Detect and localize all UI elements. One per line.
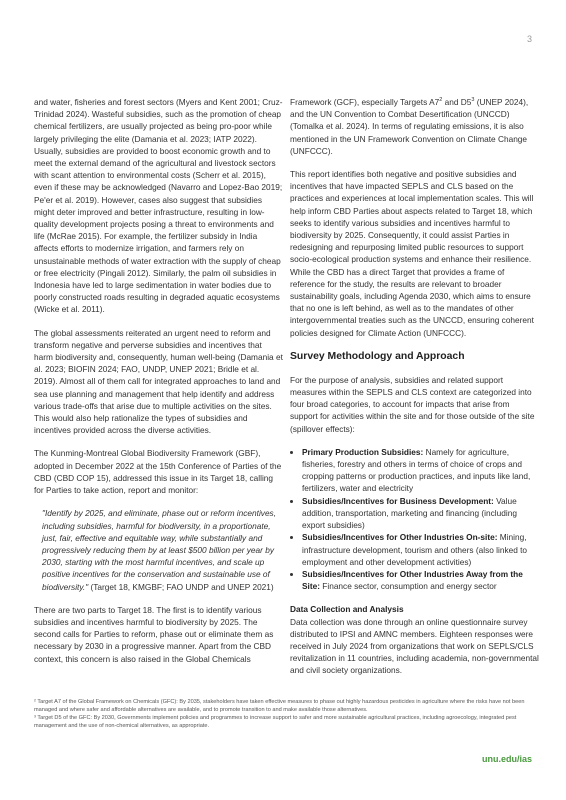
list-item-text: Namely for agriculture, fisheries, forestry and others in terms of choice of crops and cropping patterns or production practices, and inputs like land, fertilizers, water and electricity (302, 446, 531, 494)
list-item (302, 495, 539, 532)
text-span: Framework (GCF), especially Targets A7 (290, 97, 440, 107)
footnote-ref: 3 (471, 97, 475, 104)
footnote: ² Target A7 of the Global Framework on Chemicals (GFC): By 2035, stakeholders have taken effective measures to phase out highly hazardous pesticides in agriculture where the risks have not been managed and where safer and affordable alternatives are available, and to promote transition to and make available those alternatives. (34, 699, 525, 713)
subsection-heading: Data Collection and Analysis (290, 604, 404, 615)
body-paragraph: For the purpose of analysis, subsidies and related support measures within the SEPLS and CLS context are categorized into four broad categories, to account for impacts that arise from support for activities within the site and for those outside of the site (spillover effects): (290, 374, 535, 434)
body-paragraph: The Kunming-Montreal Global Biodiversity Framework (GBF), adopted in December 2022 at the 15th Conference of Parties of the CBD (CBD COP 15), addressed this issue in its Target 18, calling for Parties to take action, report and monitor: (34, 448, 282, 496)
footnotes (34, 699, 532, 731)
text-span: and D5 (442, 97, 472, 107)
body-paragraph: Data collection was done through an online questionnaire survey distributed to IPSI and AMNC members. Eighteen responses were received in July 2024 from organizations that work on SEPLS/CLS revitalization in 11 countries, including academia, non-governmental and civil society organizations. (290, 616, 539, 676)
body-paragraph: This report identifies both negative and positive subsidies and incentives that have impacted SEPLS and CLS based on the practices and experiences at local implementation scales. This will help inform CBD Parties about aspects related to Target 18, which seeks to identify various subsidies and incentives harmful to biodiversity by 2025. Consequently, it could assist Parties in redesigning and repurposing limited public resources to support socio-ecological production systems and enhance their resilience. While the CBD has a direct Target that provides a frame of reference for the study, the results are relevant to broader sustainability goals, including Agenda 2030, which aims to ensure that no one is left behind, as well as to the mandates of other intergovernmental treaties such as the UNCCD, ensuring coherent policies designed for Climate Action (UNFCCC). (290, 169, 534, 338)
list-item-label: Subsidies/Incentives for Other Industries On-site: (302, 532, 498, 543)
footer-link[interactable]: unu.edu/ias (481, 754, 532, 764)
list-item (302, 446, 539, 495)
body-paragraph (290, 96, 539, 157)
list-item-text: Value addition, transportation, marketing and financing (including export subsidies) (302, 495, 517, 531)
footnote-ref: 2 (439, 97, 443, 104)
list-item-text: Finance sector, consumption and energy sector (319, 581, 497, 592)
quote-text: "Identify by 2025, and eliminate, phase out or reform incentives, including subsidies, harmful for biodiversity, in a proportionate, just, fair, effective and equitable way, while substantially and progressively reducing them by at least $500 billion per year by 2030, starting with the most harmful incentives, and scale up positive incentives for the conservation and sustainable use of biodiversity." (42, 508, 277, 592)
body-paragraph: and water, fisheries and forest sectors (Myers and Kent 2001; Cruz-Trinidad 2024). Wasteful subsidies, such as the promotion of cheap chemical fertilizers, are usually projected as being pro-poor while largely privileging the elite (Damania et al. 2023; IATP 2022). Usually, subsidies are provided to boost economic growth and to meet the external demand of the agricultural and livestock sectors with scant attention to environmental costs (Scherr et al. 2015), even if these may be acknowledged (Navarro and Lopez-Bao 2019; Pe'er et al. 2019). However, cases also suggest that subsidies might deter improved and better infrastructure, resulting in low-quality development projects posing a threat to environments and life (McRae 2015). For example, the fertilizer subsidy in India affects efforts to modernize irrigation, and farmers rely on unsustainable methods of water extraction with the supply of cheap or free electricity (Pingali 2012). Similarly, the palm oil subsidies in Indonesia have led to large sedimentation in water bodies due to poorly constructed roads resulting in degraded aquatic ecosystems (Wicke et al. 2011). (34, 97, 283, 315)
body-paragraph: There are two parts to Target 18. The first is to identify various subsidies and incentives harmful to biodiversity by 2025. The second calls for Parties to reform, phase out or eliminate them as necessary by 2030 in a progressive manner. Apart from the CBD context, this concern is also raised in the Global Chemicals (34, 604, 274, 664)
list-item (302, 531, 539, 568)
list-item-label: Subsidies/Incentives for Other Industries Away from the Site: (302, 568, 523, 592)
category-list (290, 446, 539, 592)
body-paragraph: The global assessments reiterated an urgent need to reform and transform negative and perverse subsidies and incentives that harm biodiversity and, consequently, human well-being (Damania et al. 2023; BIOFIN 2024; FAO, UNDP, UNEP 2021; Bridle et al. 2019). Almost all of them call for integrated approaches to land and sea use planning and management that help identify and address various trade-offs that arise due to multiple activities on the sites. This would also help rationalize the types of subsidies and incentives provided across the diverse activities. (34, 327, 283, 436)
left-column (34, 96, 283, 676)
list-item-text: Mining, infrastructure development, tourism and others (also linked to employment and other development activities) (302, 532, 528, 567)
quote-citation: (Target 18, KMGBF; FAO UNDP and UNEP 2021) (90, 581, 274, 592)
right-column (290, 96, 539, 688)
section-heading: Survey Methodology and Approach (290, 350, 465, 362)
target-18-quote (42, 507, 283, 592)
list-item (302, 568, 539, 592)
text-span: (UNEP 2024), and the UN Convention to Combat Desertification (UNCCD) (Tomalka et al. 2024). In terms of regulating emissions, it is also mentioned in the UN Framework Convention on Climate Change (UNFCCC). (290, 97, 529, 156)
page-number: 3 (526, 34, 532, 44)
footnote: ³ Target D5 of the GFC: By 2030, Governments implement policies and programmes to increase support to safer and more sustainable agricultural practices, including agroecology, integrated pest management and the use of non-chemical alternatives, as appropriate. (34, 715, 517, 729)
list-item-label: Subsidies/Incentives for Business Development: (302, 495, 494, 506)
list-item-label: Primary Production Subsidies: (302, 446, 424, 457)
